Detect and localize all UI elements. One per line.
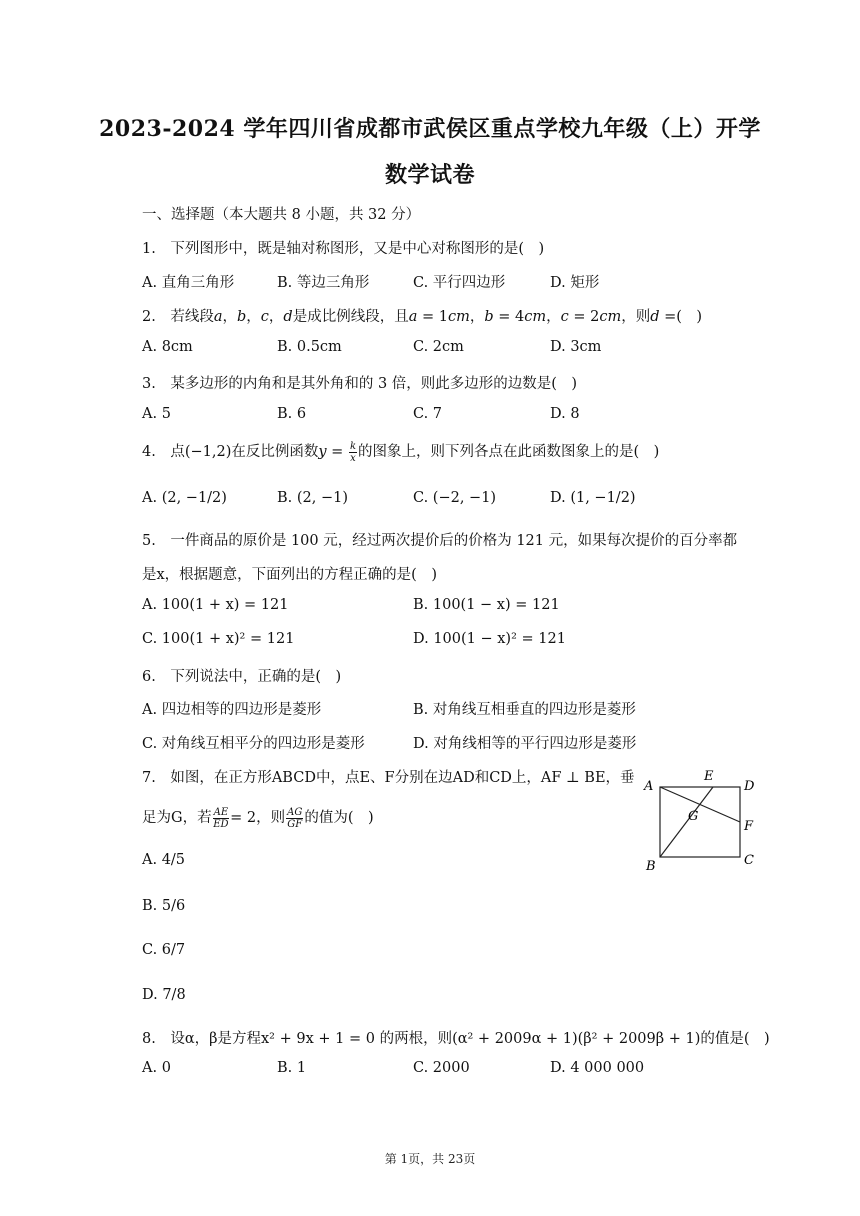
label-g: G xyxy=(688,809,699,824)
question-7-option-a: A. 4/5 xyxy=(142,852,186,868)
question-7-option-b: B. 5/6 xyxy=(142,898,186,914)
question-4-stem-part-2: 的图象上，则下列各点在此函数图象上的是( ) xyxy=(358,444,660,460)
question-6-option-d: D. 对角线相等的平行四边形是菱形 xyxy=(413,736,637,752)
square-abcd xyxy=(660,787,740,857)
question-3-stem: 3. 某多边形的内角和是其外角和的 3 倍，则此多边形的边数是( ) xyxy=(142,376,578,392)
question-2-stem-part-1: 2. 若线段 xyxy=(142,309,214,325)
question-3-option-a: A. 5 xyxy=(142,406,171,422)
question-8-option-d: D. 4 000 000 xyxy=(550,1060,645,1076)
question-4-option-d: D. (1, −1/2) xyxy=(550,490,636,506)
question-6-stem: 6. 下列说法中，正确的是( ) xyxy=(142,669,342,685)
page-footer: 第 1页，共 23页 xyxy=(384,1152,476,1166)
question-5-option-b: B. 100(1 − x) = 121 xyxy=(413,597,560,613)
question-4-stem-part-1: 4. 点(−1,2)在反比例函数 xyxy=(142,444,319,460)
label-e: E xyxy=(704,769,714,784)
question-7-stem-line-1: 7. 如图，在正方形ABCD中，点E、F分别在边AD和CD上，AF ⊥ BE，垂 xyxy=(142,770,635,786)
question-7-option-d: D. 7/8 xyxy=(142,987,186,1003)
question-2-option-c: C. 2cm xyxy=(413,339,464,355)
question-8-stem: 8. 设α，β是方程x² + 9x + 1 = 0 的两根，则(α² + 2009α + 1)(β² + 2009β + 1)的值是( ) xyxy=(142,1031,770,1047)
question-4-option-a: A. (2, −1/2) xyxy=(142,490,227,506)
question-2-stem-part-4: ( ) xyxy=(676,309,703,325)
question-1-option-b: B. 等边三角形 xyxy=(277,275,370,291)
question-1-option-a: A. 直角三角形 xyxy=(142,275,235,291)
question-5-option-a: A. 100(1 + x) = 121 xyxy=(142,597,289,613)
square-abcd-figure xyxy=(640,766,760,876)
question-3-option-d: D. 8 xyxy=(550,406,580,422)
question-2-option-a: A. 8cm xyxy=(142,339,193,355)
question-5-option-d: D. 100(1 − x)² = 121 xyxy=(413,631,566,647)
question-2-option-d: D. 3cm xyxy=(550,339,602,355)
section-heading: 一、选择题（本大题共 8 小题，共 32 分） xyxy=(142,207,421,223)
question-2-stem: 2. 若线段a，b，c，d是成比例线段，且a = 1cm，b = 4cm，c = 2cm，则d =( ) xyxy=(142,309,703,325)
question-4-option-b: B. (2, −1) xyxy=(277,490,349,506)
question-5-stem-line-1: 5. 一件商品的原价是 100 元，经过两次提价后的价格为 121 元，如果每次提价的百分率都 xyxy=(142,533,738,549)
label-f: F xyxy=(744,819,754,834)
question-7-stem-part-2: = 2，则 xyxy=(230,810,286,826)
label-a: A xyxy=(644,779,654,794)
question-1-option-d: D. 矩形 xyxy=(550,275,600,291)
question-4-option-c: C. (−2, −1) xyxy=(413,490,497,506)
question-1-option-c: C. 平行四边形 xyxy=(413,275,506,291)
exam-title-line-2: 数学试卷 xyxy=(384,162,475,188)
question-3-option-b: B. 6 xyxy=(277,406,307,422)
question-7-stem-part-1: 足为G，若 xyxy=(142,810,212,826)
segment-be xyxy=(660,787,713,857)
question-4-stem: 4. 点(−1,2)在反比例函数y = $\frac{k}{x}$ 的图象上，则下列各点在此函数图象上的是( ) xyxy=(142,440,660,464)
question-6-option-b: B. 对角线互相垂直的四边形是菱形 xyxy=(413,702,636,718)
exam-title-line-1: 2023-2024 学年四川省成都市武侯区重点学校九年级（上）开学 xyxy=(99,116,761,142)
ae-over-ed-fraction: $\frac{AE}{ED}$ xyxy=(213,806,229,830)
question-6-option-c: C. 对角线互相平分的四边形是菱形 xyxy=(142,736,365,752)
question-7-option-c: C. 6/7 xyxy=(142,942,186,958)
question-2-stem-part-3: ，则 xyxy=(621,309,651,325)
label-b: B xyxy=(646,859,656,874)
label-c: C xyxy=(744,853,754,868)
question-5-option-c: C. 100(1 + x)² = 121 xyxy=(142,631,295,647)
question-7-stem-line-2 xyxy=(142,806,374,830)
question-2-stem-part-2: 是成比例线段，且 xyxy=(292,309,409,325)
segment-af xyxy=(660,787,740,822)
question-8-option-c: C. 2000 xyxy=(413,1060,470,1076)
question-7-stem-part-3: 的值为( ) xyxy=(304,810,374,826)
question-6-option-a: A. 四边相等的四边形是菱形 xyxy=(142,702,322,718)
question-1-stem: 1. 下列图形中，既是轴对称图形，又是中心对称图形的是( ) xyxy=(142,241,545,257)
k-over-x-fraction: $\frac{k}{x}$ xyxy=(349,440,356,464)
question-2-option-b: B. 0.5cm xyxy=(277,339,342,355)
question-3-option-c: C. 7 xyxy=(413,406,443,422)
question-8-option-b: B. 1 xyxy=(277,1060,307,1076)
question-8-option-a: A. 0 xyxy=(142,1060,171,1076)
ag-over-gf-fraction: $\frac{AG}{GF}$ xyxy=(287,806,303,830)
question-5-stem-line-2: 是x，根据题意，下面列出的方程正确的是( ) xyxy=(142,567,437,583)
label-d: D xyxy=(744,779,755,794)
